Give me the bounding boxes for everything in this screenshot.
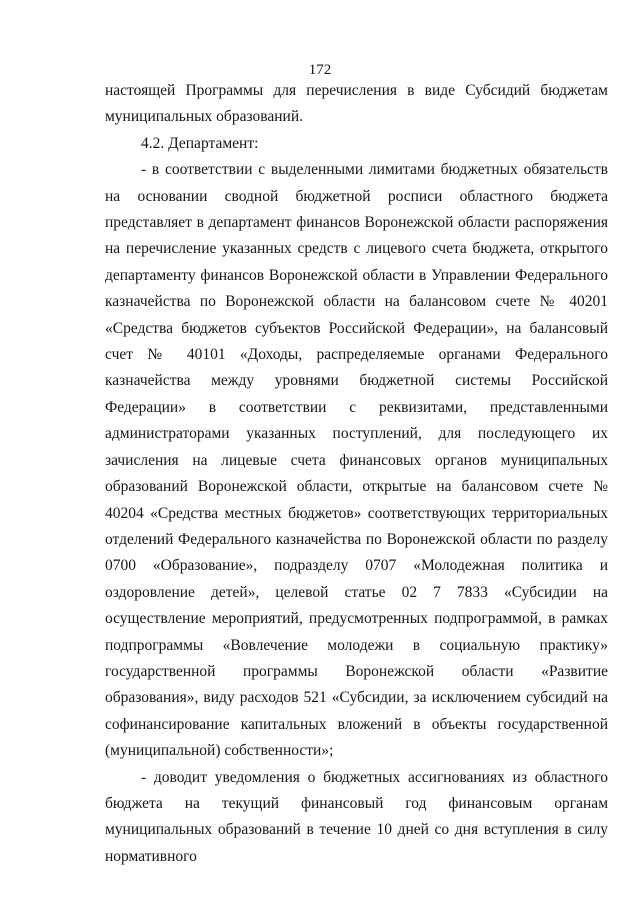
section-heading-4-2: 4.2. Департамент:: [141, 134, 259, 152]
page-number: 172: [308, 62, 332, 78]
paragraph-notification: - доводит уведомления о бюджетных ассигнованиях из областного бюджета на текущий финансовый год финансовым органам муниципальных образований в течение 10 дней со дня вступления в силу нормативного: [105, 768, 608, 865]
document-body: [105, 78, 608, 870]
paragraph-continuation: настоящей Программы для перечисления в виде Субсидий бюджетам муниципальных образований.: [105, 82, 608, 126]
paragraph-budget-transfer: - в соответствии с выделенными лимитами бюджетных обязательств на основании сводной бюджетной росписи областного бюджета представляет в департамент финансов Воронежской области распоряжения на перечисление указанных средств с лицевого счета бюджета, открытого департаменту финансов Воронежской области в Управлении Федерального казначейства по Воронежской области на балансовом счете № 40201 «Средства бюджетов субъектов Российской Федерации», на балансовый счет № 40101 «Доходы, распределяемые органами Федерального казначейства между уровнями бюджетной системы Российской Федерации» в соответствии с реквизитами, представленными администраторами указанных поступлений, для последующего их зачисления на лицевые счета финансовых органов муниципальных образований Воронежской области, открытые на балансовом счете № 40204 «Средства местных бюджетов» соответствующих территориальных отделений Федерального казначейства по Воронежской области по разделу 0700 «Образование», подразделу 0707 «Молодежная политика и оздоровление детей», целевой статье 02 7 7833 «Субсидии на осуществление мероприятий, предусмотренных подпрограммой, в рамках подпрограммы «Вовлечение молодежи в социальную практику» государственной программы Воронежской области «Развитие образования», виду расходов 521 «Субсидии, за исключением субсидий на софинансирование капитальных вложений в объекты государственной (муниципальной) собственности»;: [105, 161, 608, 760]
